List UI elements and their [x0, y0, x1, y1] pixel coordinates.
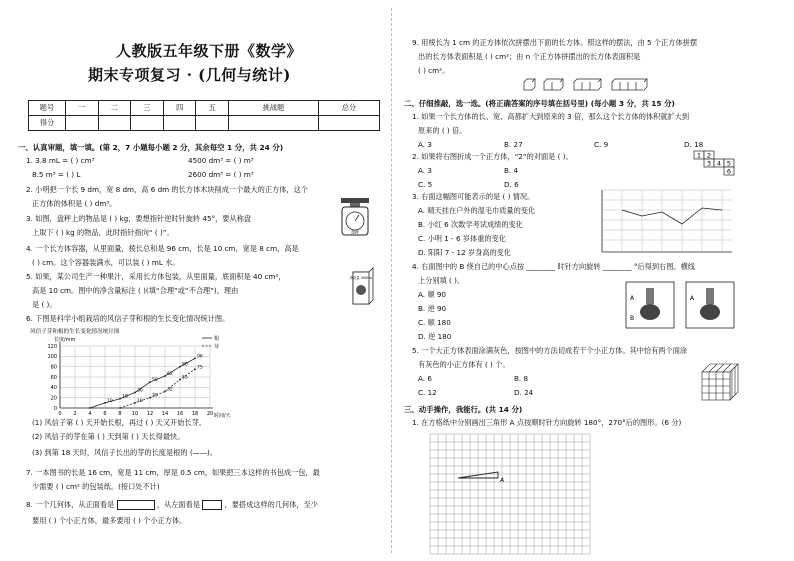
chart-legend-label: 芽 [214, 344, 220, 350]
left-view-figure [202, 500, 222, 510]
cube-row-illustration [522, 78, 652, 92]
chart-xtick-label: 2 [73, 411, 77, 417]
score-cell: 得分 [29, 116, 66, 131]
figure-b-rotated [700, 304, 720, 320]
rotation-figures [624, 280, 736, 330]
choice-4-option-b[interactable]: B. 逆 90 [418, 304, 447, 313]
question-6-3: (3) 到第 18 天时，风信子长出的芽的长度是根的 (——)。 [32, 448, 218, 457]
score-cell: 五 [196, 101, 229, 116]
question-5a: 5. 如果，某公司生产一种果汁，采用长方体包装，从里面量，底面积是 40 cm²， [26, 272, 286, 281]
chart-ytick-label: 80 [50, 364, 57, 371]
question-6: 6. 下图是科学小组栽培的风信子芽和根的生长变化情况统计图。 [26, 314, 230, 323]
chart-point [149, 397, 151, 399]
chart-data-label: 20 [152, 393, 158, 399]
choice-4-option-d[interactable]: D. 逆 180 [418, 332, 452, 341]
growth-line-chart [30, 326, 240, 418]
figure-a-label: A [630, 295, 635, 302]
question-6-1: (1) 风信子第 ( ) 天开始长根，再过 ( ) 天又开始长芽。 [32, 418, 206, 427]
score-input-cell[interactable] [196, 116, 229, 131]
scale-stem [350, 203, 360, 207]
score-input-cell[interactable] [163, 116, 196, 131]
chart-point [89, 407, 91, 409]
chart-data-label: 32 [167, 387, 173, 393]
question-4b: ( ) cm。这个容器装满水，可以装 ( ) mL 水。 [32, 258, 180, 267]
chart-data-label: 10 [107, 398, 113, 404]
chart-point [179, 366, 181, 368]
chart-ylabel: 长度/mm [54, 337, 76, 343]
choice-2-option-c[interactable]: C. 5 [418, 180, 433, 189]
question-7a: 7. 一本图书的长是 16 cm，宽是 11 cm，厚是 0.5 cm，如果把三本这样的书包成一包，最 [26, 468, 320, 477]
chart-data-label: 10 [137, 398, 143, 404]
question-1d: 2600 dm³ = ( ) m³ [188, 170, 254, 179]
figure-a-copy [706, 288, 714, 304]
choice-5-option-c[interactable]: C. 12 [418, 388, 437, 397]
chart-xtick-label: 12 [146, 411, 154, 417]
choice-3-option-d[interactable]: D. 阳阳 7 - 12 岁身高的变化 [418, 248, 512, 257]
score-cell: 题号 [29, 101, 66, 116]
big-cube-figure [700, 362, 740, 402]
chart-point [119, 398, 121, 400]
net-digit: 4 [716, 159, 722, 168]
chart-xtick-label: 0 [58, 411, 62, 417]
juice-carton-illustration [349, 266, 377, 306]
score-cell: 四 [163, 101, 196, 116]
choice-5-option-a[interactable]: A. 6 [418, 374, 432, 383]
chart-ytick-label: 60 [50, 374, 57, 381]
chart-xtick-label: 18 [191, 411, 199, 417]
chart-data-label: 55 [182, 375, 188, 381]
score-cell: 二 [98, 101, 131, 116]
chart-point [194, 368, 196, 370]
chart-point [164, 391, 166, 393]
choice-3-option-a[interactable]: A. 晴天挂在户外的湿毛巾质量的变化 [418, 206, 536, 215]
choice-2-option-d[interactable]: D. 6 [504, 180, 519, 189]
question-8a: 8. 一个几何体，从正面看是 [26, 500, 115, 509]
section2-heading: 二、仔细推敲，选一选。(将正确答案的序号填在括号里) (每小题 3 分，共 15 分) [404, 99, 675, 108]
section3-heading: 三、动手操作，我能行。(共 14 分) [404, 405, 523, 414]
net-digit: 1 [696, 151, 702, 160]
figure-a-label-right: A [690, 295, 695, 302]
chart-data-label: 96 [197, 354, 203, 360]
choice-1-option-b[interactable]: B. 27 [504, 140, 523, 149]
choice-5-option-b[interactable]: B. 8 [514, 374, 529, 383]
choice-3-line-graph [600, 188, 734, 256]
question-8d: 要用 ( ) 个小正方体，最多要用 ( ) 个小正方体。 [32, 516, 187, 525]
chart-ytick-label: 20 [50, 395, 57, 402]
score-input-cell[interactable] [66, 116, 99, 131]
question-1c: 8.5 m³ = ( ) L [32, 170, 81, 179]
score-table-header-row [29, 101, 380, 116]
chart-legend-label: 根 [214, 336, 220, 342]
figure-a-body [646, 288, 654, 304]
chart-xtick-label: 16 [176, 411, 184, 417]
fold-line [391, 8, 392, 553]
choice-3-polyline [622, 208, 722, 224]
score-cell: 三 [131, 101, 164, 116]
score-input-cell[interactable] [98, 116, 131, 131]
choice-4b: 上分别填 ( )。 [418, 276, 465, 285]
question-9b: 出的长方体表面积是 ( ) cm²；由 n 个正方体拼摆出的长方体表面积是 [418, 52, 641, 61]
question-6-2: (2) 风信子的芽在第 ( ) 天到第 ( ) 天长得最快。 [32, 432, 185, 441]
chart-data-label: 18 [122, 394, 128, 400]
choice-5a: 5. 一个大正方体表面涂满灰色，按图中的方法切成若干个小正方体。其中恰有两个面涂 [412, 346, 688, 355]
choice-1-option-d[interactable]: D. 18 [684, 140, 704, 149]
choice-3-option-b[interactable]: B. 小红 6 次数学考试成绩的变化 [418, 220, 523, 229]
chart-point [149, 381, 151, 383]
chart-data-label: 30 [137, 388, 143, 394]
question-5c: 是 ( )。 [32, 300, 57, 309]
choice-5-option-d[interactable]: D. 24 [514, 388, 534, 397]
chart-xtick-label: 6 [103, 411, 107, 417]
chart-point [134, 402, 136, 404]
question-3a: 3. 如图，盘秤上的物品是 ( ) kg，要想指针逆时针旋转 45°，要从称盘 [26, 214, 252, 223]
choice-4-option-a[interactable]: A. 顺 90 [418, 290, 446, 299]
chart-ytick-label: 40 [50, 385, 57, 392]
carton-label: 净含量 450mL [349, 276, 373, 280]
chart-point [119, 407, 121, 409]
grid-lines [430, 434, 590, 554]
score-table [28, 100, 380, 131]
chart-xlabel: 时间/天 [214, 413, 231, 418]
question-5b: 高是 10 cm。图中的净含量标注 ( )(填“合理”或“不合理”)，理由 [32, 286, 239, 295]
question-1b: 4500 dm³ = ( ) m³ [188, 156, 254, 165]
score-input-cell[interactable] [318, 116, 379, 131]
chart-xtick-label: 20 [206, 411, 214, 417]
right-column [404, 0, 776, 561]
scale-illustration [338, 196, 372, 238]
page-subtitle: 期末专项复习 · (几何与统计) [88, 66, 291, 84]
question-9a: 9. 用棱长为 1 cm 的正方体依次拼摆出下面的长方体。照这样的摆法，由 5 个正方体拼摆 [412, 38, 698, 47]
net-digit: 5 [726, 159, 732, 168]
chart-data-label: 80 [182, 362, 188, 368]
figure-b-label: B [630, 315, 635, 322]
chart-xtick-label: 8 [118, 411, 122, 417]
chart-data-label: 62 [167, 371, 173, 377]
score-cell: 挑战题 [229, 101, 319, 116]
question-2a: 2. 小明把一个长 9 dm，宽 8 dm，高 6 dm 的长方体木块削成一个最大的正方体，这个 [26, 185, 308, 194]
chart-ytick-label: 100 [47, 354, 57, 361]
choice-2: 2. 如果将右图折成一个正方体，“2”的对面是 ( )。 [412, 152, 573, 161]
score-input-cell[interactable] [229, 116, 319, 131]
choice-2-option-b[interactable]: B. 4 [504, 166, 519, 175]
question-7b: 少需要 ( ) cm² 的包装纸。(接口处不计) [32, 482, 160, 491]
question-3b: 上取下 ( ) kg 的物品，此时指针指向“ ( )”。 [32, 228, 174, 237]
grid-paper[interactable] [428, 432, 628, 558]
choice-1-option-a[interactable]: A. 3 [418, 140, 432, 149]
question-8-line1 [26, 500, 318, 510]
score-cell: 一 [66, 101, 99, 116]
choice-5b: 有灰色的小正方体有 ( ) 个。 [418, 360, 510, 369]
net-digit: 2 [706, 151, 712, 160]
operation-1: 1. 在方格纸中分别画出三角形 A 点按顺时针方向旋转 180°，270°后的图形。(6 分) [412, 418, 682, 427]
page-title: 人教版五年级下册《数学》 [116, 42, 303, 60]
front-view-figure [117, 500, 155, 510]
chart-point [134, 392, 136, 394]
chart-point [194, 358, 196, 360]
choice-1-option-c[interactable]: C. 9 [594, 140, 609, 149]
chart-xtick-label: 4 [88, 411, 92, 417]
question-4a: 4. 一个长方体容器，从里面量，棱长总和是 96 cm，长是 10 cm，宽是 8 cm，高是 [26, 244, 299, 253]
carton-fruit [356, 285, 366, 295]
chart-point [179, 379, 181, 381]
cube-net-figure [692, 150, 742, 184]
net-digit: 3 [706, 159, 712, 168]
question-8b: ，从左面看是 [156, 500, 200, 509]
chart-point [104, 402, 106, 404]
choice-4-option-c[interactable]: C. 顺 180 [418, 318, 451, 327]
chart-point [164, 375, 166, 377]
figure-b-body [640, 304, 660, 320]
choice-2-option-a[interactable]: A. 3 [418, 166, 432, 175]
chart-data-label: 75 [197, 365, 203, 371]
question-9c: ( ) cm²。 [418, 66, 450, 75]
question-8c: ，要搭成这样的几何体，至少 [224, 500, 318, 509]
chart-xtick-label: 14 [161, 411, 169, 417]
choice-3-option-c[interactable]: C. 小明 1 - 6 岁体重的变化 [418, 234, 506, 243]
score-input-cell[interactable] [131, 116, 164, 131]
section1-heading: 一、认真审题，填一填。(第 2，7 小题每小题 2 分，其余每空 1 分，共 24 分) [18, 143, 284, 152]
scale-label: 盘秤 [351, 229, 359, 235]
choice-3: 3. 右面这幅图可能表示的是 ( ) 情况。 [412, 192, 535, 201]
question-1a: 1. 3.8 mL = ( ) cm³ [26, 156, 95, 165]
choice-1b: 原来的 ( ) 倍。 [418, 126, 467, 135]
point-a-label: A [500, 477, 505, 484]
choice-1a: 1. 如果一个长方体的长、宽、高都扩大到原来的 3 倍，那么这个长方体的体积就扩大到 [412, 112, 690, 121]
left-column [18, 0, 380, 561]
chart-data-label: 50 [152, 378, 158, 384]
score-table-score-row [29, 116, 380, 131]
question-2b: 正方体的体积是 ( ) dm³。 [32, 199, 117, 208]
chart-title: 风信子芽和根的生长变化情况统计图 [30, 329, 120, 335]
net-digit: 6 [726, 167, 732, 176]
chart-xtick-label: 10 [131, 411, 139, 417]
score-cell: 总分 [318, 101, 379, 116]
scale-pan [341, 198, 369, 203]
chart-ytick-label: 120 [47, 343, 57, 350]
choice-4a: 4. 右面图中的 B 绕自己的中心点按 ________ 时针方向旋转 ________ °后得到右图。横线 [412, 262, 695, 271]
chart-ytick-label: 0 [53, 405, 57, 412]
